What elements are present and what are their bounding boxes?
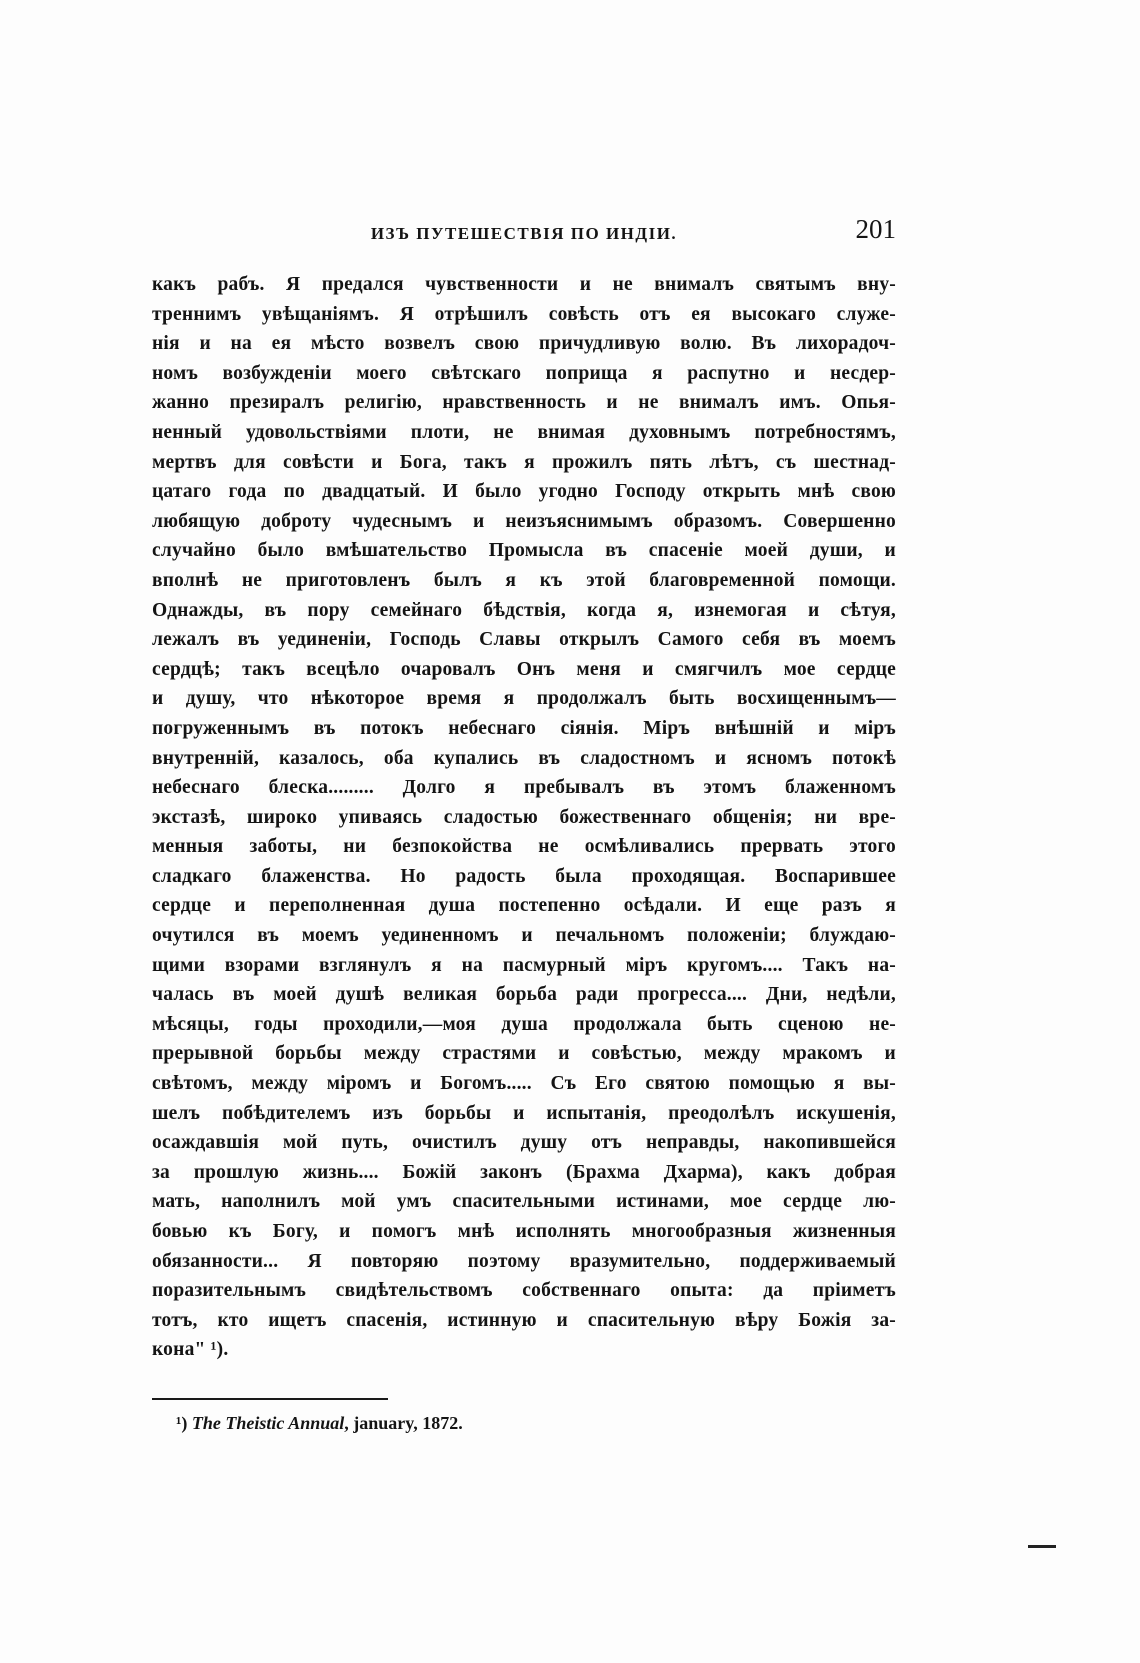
text-line: сердцѣ; такъ всецѣло очаровалъ Онъ меня и смягчилъ мое сердце xyxy=(152,658,896,680)
text-line: погруженнымъ въ потокъ небеснаго сіянія. Міръ внѣшній и міръ xyxy=(152,717,896,739)
footnote-rule xyxy=(152,1398,388,1400)
text-line: кона" ¹). xyxy=(152,1339,229,1361)
text-line: осаждавшія мой путь, очистилъ душу отъ неправды, накопившейся xyxy=(152,1132,896,1154)
text-line: тотъ, кто ищетъ спасенія, истинную и спасительную вѣру Божія за- xyxy=(152,1309,896,1331)
text-line: мертвъ для совѣсти и Бога, такъ я прожилъ пять лѣтъ, съ шестнад- xyxy=(152,451,896,473)
text-line: случайно было вмѣшательство Промысла въ спасеніе моей души, и xyxy=(152,540,896,562)
text-line: вполнѣ не приготовленъ былъ я къ этой благовременной помощи. xyxy=(152,569,896,591)
text-line: прерывной борьбы между страстями и совѣстью, между мракомъ и xyxy=(152,1043,896,1065)
text-line: чалась въ моей душѣ великая борьба ради прогресса.... Дни, недѣли, xyxy=(152,984,896,1006)
text-line: шелъ побѣдителемъ изъ борьбы и испытанія, преодолѣлъ искушенія, xyxy=(152,1102,896,1124)
text-line: внутренній, казалось, оба купались въ сладостномъ и ясномъ потокѣ xyxy=(152,747,896,769)
footnote-source-title: The Theistic Annual xyxy=(191,1413,345,1433)
text-line: треннимъ увѣщаніямъ. Я отрѣшилъ совѣсть отъ ея высокаго служе- xyxy=(152,303,896,325)
footnote-marker: ¹) xyxy=(176,1413,188,1433)
text-line: очутился въ моемъ уединенномъ и печальномъ положеніи; блуждаю- xyxy=(152,925,896,947)
footnote xyxy=(176,1413,463,1434)
text-line: бовью къ Богу, и помогъ мнѣ исполнять многообразныя жизненныя xyxy=(152,1221,896,1242)
margin-mark xyxy=(1028,1545,1056,1548)
text-line: свѣтомъ, между міромъ и Богомъ..... Съ Его святою помощью я вы- xyxy=(152,1073,896,1095)
text-line: сладкаго блаженства. Но радость была проходящая. Воспарившее xyxy=(152,865,896,887)
text-line: номъ возбужденіи моего свѣтскаго поприща я распутно и несдер- xyxy=(152,362,896,384)
text-line: поразительнымъ свидѣтельствомъ собственнаго опыта: да пріиметъ xyxy=(152,1280,896,1302)
text-line: Однажды, въ пору семейнаго бѣдствія, когда я, изнемогая и сѣтуя, xyxy=(152,599,896,621)
text-line: жанно презиралъ религію, нравственность и не внималъ имъ. Опья- xyxy=(152,392,896,414)
text-line: экстазѣ, широко упиваясь сладостью божественнаго общенія; ни вре- xyxy=(152,806,896,828)
page-number: 201 xyxy=(855,214,896,244)
text-line: какъ рабъ. Я предался чувственности и не внималъ святымъ вну- xyxy=(152,274,896,295)
text-line: сердце и переполненная душа постепенно осѣдали. И еще разъ я xyxy=(152,895,896,917)
text-line: цатаго года по двадцатый. И было угодно Господу открыть мнѣ свою xyxy=(152,481,896,503)
page-header xyxy=(152,212,896,252)
text-line: щими взорами взглянулъ я на пасмурный міръ кругомъ.... Такъ на- xyxy=(152,954,896,976)
text-line: за прошлую жизнь.... Божій законъ (Брахма Дхарма), какъ добрая xyxy=(152,1161,896,1183)
text-line: обязанности... Я повторяю поэтому вразумительно, поддерживаемый xyxy=(152,1250,896,1272)
body-text xyxy=(152,270,896,1365)
text-line: лежалъ въ уединеніи, Господь Славы открылъ Самого себя въ моемъ xyxy=(152,629,896,651)
text-line: мѣсяцы, годы проходили,—моя душа продолжала быть сценою не- xyxy=(152,1013,896,1035)
text-line: нія и на ея мѣсто возвелъ свою причудливую волю. Въ лихорадоч- xyxy=(152,333,896,355)
text-line: менныя заботы, ни безпокойства не осмѣливались прервать этого xyxy=(152,836,896,858)
text-line: и душу, что нѣкоторое время я продолжалъ быть восхищеннымъ— xyxy=(152,688,896,710)
text-line: любящую доброту чудеснымъ и неизъяснимымъ образомъ. Совершенно xyxy=(152,510,896,532)
text-line: мать, наполнилъ мой умъ спасительными истинами, мое сердце лю- xyxy=(152,1191,896,1213)
text-line: небеснаго блеска......... Долго я пребывалъ въ этомъ блаженномъ xyxy=(152,777,896,799)
text-line: ненный удовольствіями плоти, не внимая духовнымъ потребностямъ, xyxy=(152,421,896,443)
footnote-date: , january, 1872. xyxy=(344,1413,463,1433)
running-head: ИЗЪ ПУТЕШЕСТВІЯ ПО ИНДІИ. xyxy=(370,224,678,243)
